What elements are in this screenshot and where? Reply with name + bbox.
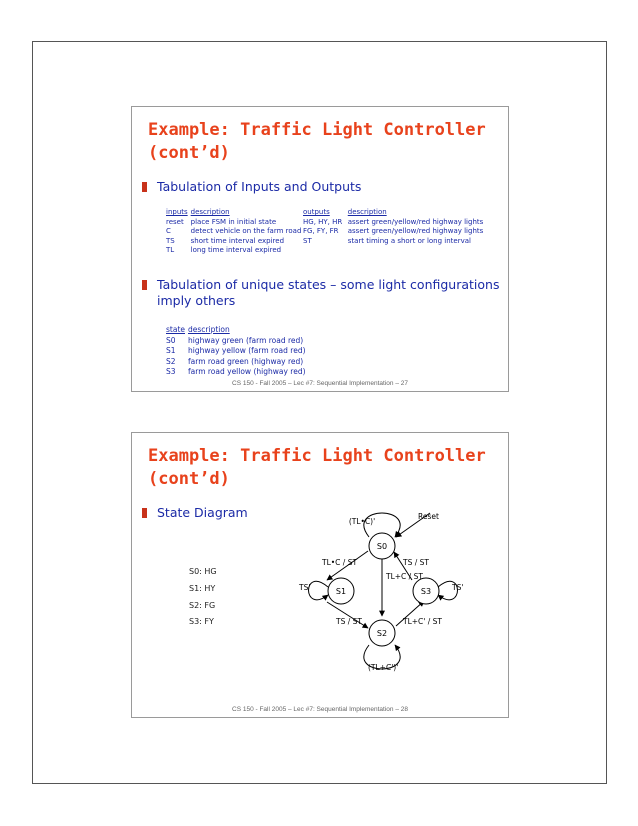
table-row (303, 218, 486, 228)
label-s0-s1: TL•C / ST (322, 558, 358, 567)
table-row (166, 346, 309, 357)
cell: S3 (166, 367, 176, 376)
table-row (166, 237, 304, 247)
label-reset: Reset (418, 512, 439, 521)
cell: ST (303, 236, 312, 245)
label-s0-self: (TL•C)' (348, 517, 376, 526)
label-s1-self: TS' (299, 583, 311, 592)
slide-28 (131, 432, 509, 718)
header-description: description (190, 208, 230, 216)
cell: assert green/yellow/red highway lights (347, 217, 484, 226)
bullet-marker (142, 280, 147, 290)
state-s2 (369, 620, 395, 646)
bullet-text-line-1: Tabulation of unique states – some light configurations (157, 277, 500, 292)
slide-27 (131, 106, 509, 392)
cell: detect vehicle on the farm road (190, 227, 302, 235)
label-s2-s3: TL+C' / ST (403, 617, 442, 626)
legend-s1: S1: HY (189, 584, 216, 593)
table-row (166, 367, 309, 378)
bullet-text: Tabulation of Inputs and Outputs (157, 179, 362, 194)
table-row (166, 246, 304, 256)
cell: TS (166, 236, 175, 245)
state-s0 (369, 533, 395, 559)
outputs-table (303, 208, 486, 246)
label-s1-s2: TS / ST (336, 617, 362, 626)
header-description: description (188, 325, 230, 334)
state-s0-label: S0 (376, 542, 388, 551)
table-header-row (303, 208, 486, 218)
slide-footer: CS 150 - Fall 2005 – Lec #7: Sequential Implementation – 28 (232, 706, 408, 713)
header-inputs: inputs (166, 208, 188, 216)
cell: HG, HY, HR (303, 217, 343, 226)
title-line-1: Example: Traffic Light Controller (148, 446, 486, 466)
state-s3 (413, 578, 439, 604)
cell: place FSM in initial state (190, 217, 277, 226)
bullet-text (157, 277, 499, 309)
table-row (303, 237, 486, 247)
title-line-1: Example: Traffic Light Controller (148, 120, 486, 140)
cell: S1 (166, 346, 176, 355)
inputs-table (166, 208, 304, 256)
legend-s0: S0: HG (189, 567, 217, 576)
cell: FG, FY, FR (303, 227, 339, 235)
cell: start timing a short or long interval (347, 236, 471, 245)
cell: reset (166, 217, 184, 226)
table-row (166, 218, 304, 228)
table-row (303, 227, 486, 237)
cell: TL (166, 246, 175, 254)
cell: highway green (farm road red) (188, 335, 304, 345)
table-header-row (166, 208, 304, 218)
self-loop-s1 (309, 581, 329, 600)
cell: C (166, 227, 171, 235)
slide-title (148, 119, 488, 165)
cell: farm road yellow (highway red) (188, 367, 306, 376)
state-s3-label: S3 (420, 587, 432, 596)
state-diagram (132, 433, 510, 719)
table-header-row (166, 325, 309, 336)
legend-s3: S3: FY (189, 617, 214, 626)
bullet-marker (142, 182, 147, 192)
header-state: state (166, 325, 185, 334)
header-description: description (347, 208, 387, 216)
cell: S2 (166, 356, 176, 366)
table-row (166, 227, 304, 237)
cell: highway yellow (farm road red) (188, 346, 306, 355)
slide-footer: CS 150 - Fall 2005 – Lec #7: Sequential Implementation – 27 (232, 380, 408, 387)
cell: S0 (166, 335, 176, 345)
cell: farm road green (highway red) (188, 356, 304, 366)
title-line-2: (cont’d) (148, 469, 230, 489)
bullet-text-line-2: imply others (157, 293, 236, 308)
label-s2-self: (TL+C')' (368, 663, 399, 672)
bullet-text: State Diagram (157, 505, 248, 520)
cell: assert green/yellow/red highway lights (347, 227, 484, 235)
states-table (166, 325, 309, 378)
bullet-unique-states (142, 277, 499, 309)
state-s1 (328, 578, 354, 604)
cell: short time interval expired (190, 236, 285, 245)
label-s3-self: TS' (452, 583, 464, 592)
label-s3-s0: TS / ST (403, 558, 429, 567)
header-outputs: outputs (303, 208, 330, 216)
legend-s2: S2: FG (189, 601, 216, 610)
table-row (166, 336, 309, 347)
bullet-inputs-outputs (142, 179, 361, 195)
label-s0-s2: TL+C / ST (386, 572, 423, 581)
state-s2-label: S2 (376, 629, 388, 638)
cell: long time interval expired (190, 246, 282, 254)
title-line-2: (cont’d) (148, 143, 230, 163)
table-row (166, 357, 309, 368)
state-s1-label: S1 (335, 587, 347, 596)
